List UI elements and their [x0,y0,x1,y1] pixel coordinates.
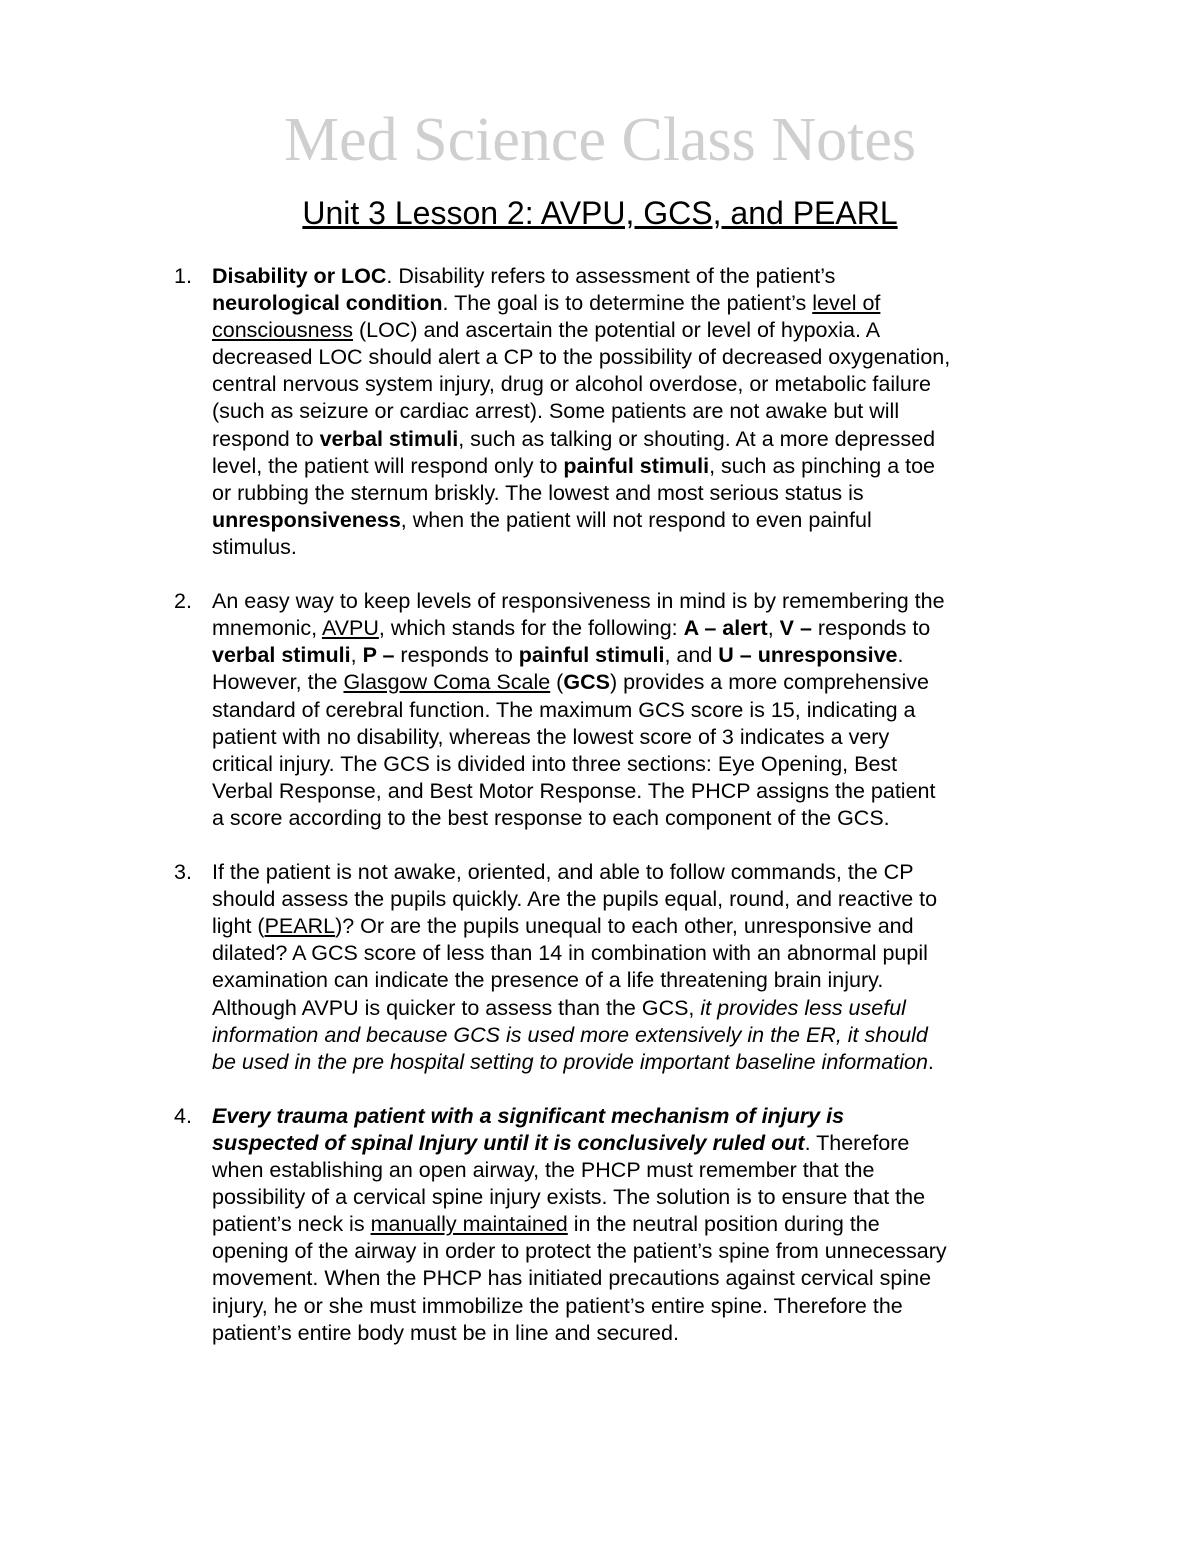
note-text-segment: in the neutral position during the [567,1212,880,1237]
note-text-segment: . The goal is to determine the patient’s [442,291,813,316]
note-text-segment: patient with no disability, whereas the lowest score of 3 indicates a very [212,724,890,749]
note-number: 4. [174,1103,192,1128]
note-text-segment: , and [664,643,719,668]
note-text-segment: , which stands for the following: [378,616,684,641]
note-text-segment: neurological condition [212,291,443,316]
note-text-segment: PEARL [264,914,336,939]
note-number: 1. [174,264,192,288]
note-text-segment: ) provides a more comprehensive [609,670,929,695]
note-text-segment: Although AVPU is quicker to assess than the GCS, [212,995,701,1020]
note-text-segment: be used in the pre hospital setting to provide important baseline information [212,1049,928,1074]
note-text-segment: suspected of spinal Injury until it is conclusively ruled out [212,1131,805,1155]
note-text-segment: , such as pinching a toe [709,453,936,478]
note-text-segment: An easy way to keep levels of responsiveness in mind is by remembering the [212,589,945,614]
note-text-segment: when establishing an open airway, the PHCP must remember that the [212,1158,875,1183]
note-text-segment: manually maintained [370,1212,568,1237]
note-text-segment: patient’s entire body must be in line and secured. [212,1320,679,1345]
note-text-segment: level, the patient will respond only to [212,453,564,478]
note-text-segment: verbal stimuli [319,426,459,451]
note-text-segment: . [927,1049,934,1074]
note-text-segment: , such as talking or shouting. At a more depressed [458,426,936,451]
note-text-segment: standard of cerebral function. The maximum GCS score is 15, indicating a [212,697,916,722]
note-text-segment: Every trauma patient with a significant mechanism of injury is [212,1103,845,1128]
note-text-segment: light ( [212,914,265,939]
note-text-segment: If the patient is not awake, oriented, and able to follow commands, the CP [212,860,914,885]
note-text [212,1103,1042,1347]
note-text-segment: However, the [212,670,344,695]
note-text-segment: information and because GCS is used more extensively in the ER, it should [212,1022,928,1047]
note-text-segment: dilated? A GCS score of less than 14 in combination with an abnormal pupil [212,941,928,966]
note-text-segment: (LOC) and ascertain the potential or level of hypoxia. A [353,318,881,343]
note-text-segment: it provides less useful [700,995,906,1020]
note-text-segment: a score according to the best response to each component of the GCS. [212,805,890,830]
note-text-segment: (such as seizure or cardiac arrest). Some patients are not awake but will [212,399,900,424]
note-text-segment: painful stimuli [563,453,710,478]
note-number: 3. [174,860,192,885]
note-text-segment: level of [812,291,881,316]
note-text-segment: A – alert [683,616,768,641]
note-item [0,588,1200,832]
note-text-segment: responds to [394,643,519,668]
note-text-segment: decreased LOC should alert a CP to the possibility of decreased oxygenation, [212,345,951,370]
note-text-segment: ( [550,670,564,695]
note-text [212,588,1042,832]
note-text-segment: movement. When the PHCP has initiated precautions against cervical spine [212,1266,932,1291]
note-text-segment: respond to [212,426,320,451]
note-number: 2. [174,589,192,614]
note-text [212,859,1042,1076]
note-text-segment: . Disability refers to assessment of the patient’s [386,264,836,288]
note-text-segment: )? Or are the pupils unequal to each other, unresponsive and [335,914,914,939]
note-text-segment: AVPU [321,616,379,641]
note-text-segment: , [767,616,780,641]
note-text-segment: GCS [563,670,610,695]
note-text-segment: possibility of a cervical spine injury exists. The solution is to ensure that the [212,1185,926,1210]
note-item [0,859,1200,1076]
note-text-segment: responds to [811,616,931,641]
notes-list [0,263,1200,1374]
note-text-segment: consciousness [212,318,354,343]
note-text-segment: central nervous system injury, drug or alcohol overdose, or metabolic failure [212,372,931,397]
note-text-segment: mnemonic, [212,616,322,641]
note-text-segment: examination can indicate the presence of a life threatening brain injury. [212,968,884,993]
note-item [0,263,1200,561]
note-text-segment: patient’s neck is [212,1212,371,1237]
note-text-segment: V – [779,616,812,641]
note-text-segment: , [350,643,363,668]
note-text-segment: verbal stimuli [212,643,351,668]
lesson-subtitle: Unit 3 Lesson 2: AVPU, GCS, and PEARL [302,195,898,231]
note-text-segment: stimulus. [212,534,297,559]
note-text-segment: critical injury. The GCS is divided into three sections: Eye Opening, Best [212,751,898,776]
note-text [212,263,1042,561]
document-title: Med Science Class Notes [284,106,916,174]
note-text-segment: . Therefore [804,1131,910,1155]
note-text-segment: unresponsiveness [212,507,401,532]
note-text-segment: painful stimuli [518,643,665,668]
note-item [0,1103,1200,1347]
note-text-segment: Disability or LOC [212,264,387,288]
note-text-segment: or rubbing the sternum briskly. The lowest and most serious status is [212,480,864,505]
note-text-segment: opening of the airway in order to protect the patient’s spine from unnecessary [212,1239,947,1264]
note-text-segment: should assess the pupils quickly. Are the pupils equal, round, and reactive to [212,887,938,912]
note-text-segment: . [897,643,904,668]
note-text-segment: Glasgow Coma Scale [343,670,551,695]
note-text-segment: , when the patient will not respond to even painful [400,507,872,532]
note-text-segment: U – unresponsive [718,643,898,668]
note-text-segment: injury, he or she must immobilize the patient’s entire spine. Therefore the [212,1293,903,1318]
note-text-segment: Verbal Response, and Best Motor Response. The PHCP assigns the patient [212,778,936,803]
note-text-segment: P – [362,643,395,668]
